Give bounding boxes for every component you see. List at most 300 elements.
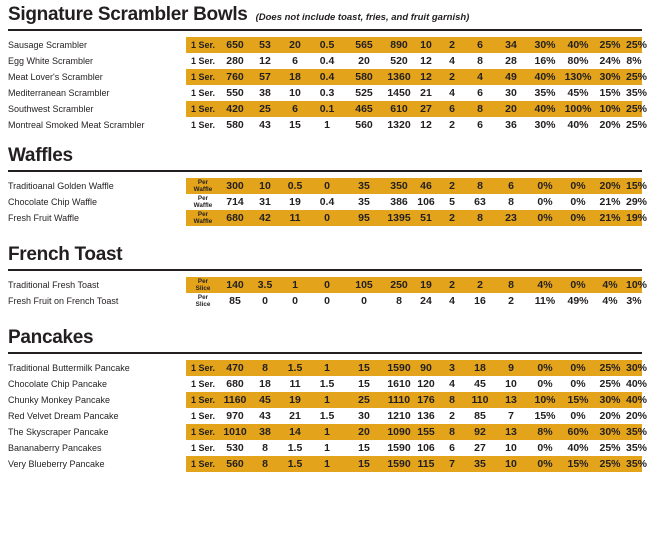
nutrition-value: 12 — [250, 53, 280, 69]
nutrition-value: 35% — [528, 85, 562, 101]
section-header — [8, 240, 642, 269]
nutrition-value: 19% — [626, 212, 648, 224]
nutrition-value: 6 — [466, 37, 494, 53]
nutrition-value: 8 — [384, 293, 414, 309]
nutrition-value: 18 — [250, 376, 280, 392]
nutrition-value: 40% — [562, 117, 594, 133]
nutrition-value: 2 — [494, 293, 528, 309]
nutrition-value: 19 — [280, 194, 310, 210]
serving-size — [186, 178, 220, 194]
item-name: Montreal Smoked Meat Scrambler — [8, 120, 145, 130]
nutrition-value: 8% — [528, 424, 562, 440]
nutrition-value: 38 — [250, 85, 280, 101]
nutrition-value: 5 — [438, 194, 466, 210]
nutrition-value: 8 — [466, 53, 494, 69]
nutrition-value: 25% — [594, 440, 626, 456]
nutrition-value: 30% — [528, 117, 562, 133]
nutrition-value: 25% — [626, 39, 648, 51]
serving-size-line: Per — [197, 211, 209, 218]
nutrition-value: 386 — [384, 194, 414, 210]
nutrition-value: 0% — [562, 178, 594, 194]
nutrition-value: 6 — [466, 85, 494, 101]
nutrition-value: 11% — [528, 293, 562, 309]
nutrition-value: 0 — [344, 293, 384, 309]
nutrition-value: 0% — [528, 178, 562, 194]
nutrition-value: 25% — [626, 71, 648, 83]
serving-size: 1 Ser. — [186, 85, 220, 101]
nutrition-value: 0% — [562, 376, 594, 392]
table-row — [8, 178, 642, 194]
nutrition-value: 250 — [384, 277, 414, 293]
serving-size-line: Per — [197, 179, 209, 186]
nutrition-value: 4% — [528, 277, 562, 293]
nutrition-value: 15% — [562, 392, 594, 408]
serving-size: 1 Ser. — [186, 69, 220, 85]
nutrition-value: 23 — [494, 210, 528, 226]
item-name: Chocolate Chip Waffle — [8, 197, 98, 207]
nutrition-value: 1.5 — [280, 456, 310, 472]
nutrition-value: 8 — [466, 101, 494, 117]
nutrition-value: 8 — [466, 210, 494, 226]
nutrition-value: 27 — [414, 101, 438, 117]
nutrition-value: 4 — [438, 376, 466, 392]
nutrition-value: 42 — [250, 210, 280, 226]
nutrition-value: 24 — [414, 293, 438, 309]
nutrition-value: 15% — [528, 408, 562, 424]
section-header — [8, 141, 642, 170]
nutrition-value: 0% — [528, 456, 562, 472]
nutrition-value: 1210 — [384, 408, 414, 424]
nutrition-value: 1360 — [384, 69, 414, 85]
nutrition-value: 3 — [438, 360, 466, 376]
serving-size — [186, 293, 220, 309]
serving-size-line: Per — [197, 294, 209, 301]
nutrition-value: 7 — [438, 456, 466, 472]
nutrition-value: 40% — [528, 69, 562, 85]
nutrition-value: 6 — [280, 101, 310, 117]
nutrition-value: 560 — [220, 456, 250, 472]
section-title: Waffles — [8, 145, 73, 166]
nutrition-value: 10 — [494, 376, 528, 392]
nutrition-value: 30% — [594, 69, 626, 85]
serving-size: 1 Ser. — [186, 101, 220, 117]
nutrition-value: 28 — [494, 53, 528, 69]
nutrition-value: 18 — [466, 360, 494, 376]
nutrition-value: 35 — [344, 194, 384, 210]
nutrition-value: 11 — [280, 376, 310, 392]
nutrition-value: 10 — [414, 37, 438, 53]
nutrition-value: 106 — [414, 440, 438, 456]
nutrition-value: 0% — [562, 408, 594, 424]
nutrition-value: 92 — [466, 424, 494, 440]
serving-size-line: Slice — [195, 301, 211, 308]
nutrition-value: 21 — [414, 85, 438, 101]
nutrition-value: 0.4 — [310, 53, 344, 69]
nutrition-value: 30% — [594, 424, 626, 440]
nutrition-value: 4% — [594, 277, 626, 293]
nutrition-value: 2 — [438, 178, 466, 194]
nutrition-value: 25 — [250, 101, 280, 117]
nutrition-value: 115 — [414, 456, 438, 472]
nutrition-value: 8 — [466, 178, 494, 194]
nutrition-value: 7 — [494, 408, 528, 424]
nutrition-value: 40% — [626, 394, 648, 406]
nutrition-value: 0 — [280, 293, 310, 309]
nutrition-value: 0% — [562, 194, 594, 210]
nutrition-value: 8 — [250, 360, 280, 376]
nutrition-value: 35% — [626, 426, 648, 438]
nutrition-value: 0 — [310, 293, 344, 309]
nutrition-value: 10% — [528, 392, 562, 408]
nutrition-value: 35% — [626, 87, 648, 99]
nutrition-value: 27 — [466, 440, 494, 456]
nutrition-value: 1 — [310, 392, 344, 408]
table-row — [8, 37, 642, 53]
nutrition-value: 1590 — [384, 360, 414, 376]
nutrition-value: 15 — [344, 360, 384, 376]
nutrition-value: 176 — [414, 392, 438, 408]
nutrition-value: 1160 — [220, 392, 250, 408]
nutrition-value: 30 — [494, 85, 528, 101]
nutrition-value: 34 — [494, 37, 528, 53]
nutrition-value: 31 — [250, 194, 280, 210]
spacer — [8, 133, 642, 139]
item-name: Egg White Scrambler — [8, 56, 94, 66]
item-name: Traditional Buttermilk Pancake — [8, 363, 130, 373]
nutrition-value: 1320 — [384, 117, 414, 133]
menu-section — [8, 141, 648, 238]
item-name: Fresh Fruit on French Toast — [8, 296, 119, 306]
nutrition-value: 530 — [220, 440, 250, 456]
nutrition-value: 0 — [310, 178, 344, 194]
table-row — [8, 194, 642, 210]
nutrition-value: 20 — [344, 53, 384, 69]
nutrition-value: 20% — [594, 117, 626, 133]
nutrition-value: 0 — [310, 277, 344, 293]
nutrition-value: 51 — [414, 210, 438, 226]
nutrition-value: 0% — [562, 210, 594, 226]
nutrition-value: 18 — [280, 69, 310, 85]
nutrition-value: 1610 — [384, 376, 414, 392]
nutrition-value: 53 — [250, 37, 280, 53]
nutrition-value: 4 — [438, 53, 466, 69]
nutrition-value: 2 — [438, 69, 466, 85]
item-name: Very Blueberry Pancake — [8, 459, 105, 469]
nutrition-value: 0% — [528, 440, 562, 456]
nutrition-value: 550 — [220, 85, 250, 101]
nutrition-value: 350 — [384, 178, 414, 194]
nutrition-value: 4% — [594, 293, 626, 309]
nutrition-value: 2 — [438, 408, 466, 424]
nutrition-value: 90 — [414, 360, 438, 376]
nutrition-value: 8 — [250, 440, 280, 456]
serving-size: 1 Ser. — [186, 360, 220, 376]
serving-size: 1 Ser. — [186, 424, 220, 440]
nutrition-value: 10% — [626, 279, 648, 291]
nutrition-value: 470 — [220, 360, 250, 376]
nutrition-value: 63 — [466, 194, 494, 210]
nutrition-value: 2 — [438, 37, 466, 53]
nutrition-value: 21% — [594, 210, 626, 226]
nutrition-value: 0.4 — [310, 194, 344, 210]
nutrition-value: 45 — [250, 392, 280, 408]
nutrition-value: 25% — [594, 376, 626, 392]
nutrition-value: 4 — [466, 69, 494, 85]
nutrition-value: 2 — [438, 277, 466, 293]
serving-size-line: Waffle — [193, 202, 213, 209]
nutrition-value: 11 — [280, 210, 310, 226]
nutrition-value: 680 — [220, 376, 250, 392]
nutrition-value: 580 — [344, 69, 384, 85]
nutrition-value: 10 — [494, 456, 528, 472]
nutrition-value: 25% — [594, 37, 626, 53]
nutrition-value: 60% — [562, 424, 594, 440]
nutrition-value: 85 — [466, 408, 494, 424]
item-name: Fresh Fruit Waffle — [8, 213, 80, 223]
nutrition-value: 45% — [562, 85, 594, 101]
nutrition-value: 1010 — [220, 424, 250, 440]
nutrition-value: 1 — [310, 360, 344, 376]
nutrition-value: 9 — [494, 360, 528, 376]
nutrition-value: 1590 — [384, 456, 414, 472]
nutrition-value: 6 — [466, 117, 494, 133]
nutrition-value: 40% — [562, 440, 594, 456]
spacer — [8, 226, 642, 238]
nutrition-value: 0% — [528, 376, 562, 392]
menu-section — [8, 0, 648, 139]
serving-size-line: Slice — [195, 285, 211, 292]
nutrition-value: 40% — [528, 101, 562, 117]
serving-size-line: Waffle — [193, 186, 213, 193]
nutrition-value: 40% — [562, 37, 594, 53]
nutrition-value: 105 — [344, 277, 384, 293]
nutrition-value: 14 — [280, 424, 310, 440]
nutrition-value: 1590 — [384, 440, 414, 456]
nutrition-value: 46 — [414, 178, 438, 194]
nutrition-value: 0% — [562, 277, 594, 293]
serving-size-line: Per — [197, 278, 209, 285]
nutrition-value: 0% — [562, 360, 594, 376]
nutrition-value: 10 — [494, 440, 528, 456]
nutrition-value: 4 — [438, 85, 466, 101]
nutrition-value: 45 — [466, 376, 494, 392]
nutrition-value: 8 — [438, 424, 466, 440]
item-name: Southwest Scrambler — [8, 104, 94, 114]
sections-container — [8, 0, 648, 484]
nutrition-value: 300 — [220, 178, 250, 194]
nutrition-value: 15 — [344, 456, 384, 472]
nutrition-value: 155 — [414, 424, 438, 440]
nutrition-value: 10 — [280, 85, 310, 101]
nutrition-value: 0% — [528, 210, 562, 226]
serving-size — [186, 210, 220, 226]
nutrition-value: 420 — [220, 101, 250, 117]
nutrition-value: 280 — [220, 53, 250, 69]
nutrition-value: 465 — [344, 101, 384, 117]
nutrition-value: 20 — [280, 37, 310, 53]
nutrition-value: 1110 — [384, 392, 414, 408]
item-name: Bananaberry Pancakes — [8, 443, 102, 453]
section-note: (Does not include toast, fries, and fruit garnish) — [255, 12, 470, 23]
nutrition-table — [8, 360, 648, 472]
nutrition-value: 40% — [626, 378, 648, 390]
nutrition-value: 43 — [250, 117, 280, 133]
nutrition-value: 760 — [220, 69, 250, 85]
menu-section — [8, 323, 648, 484]
item-name: Chocolate Chip Pancake — [8, 379, 108, 389]
nutrition-value: 25 — [344, 392, 384, 408]
nutrition-value: 1.5 — [310, 376, 344, 392]
nutrition-value: 21 — [280, 408, 310, 424]
nutrition-value: 12 — [414, 117, 438, 133]
nutrition-value: 19 — [280, 392, 310, 408]
nutrition-table — [8, 277, 648, 309]
table-row — [8, 69, 642, 85]
nutrition-value: 1450 — [384, 85, 414, 101]
nutrition-value: 0.4 — [310, 69, 344, 85]
nutrition-value: 8% — [626, 55, 642, 67]
section-header — [8, 0, 642, 29]
nutrition-value: 15 — [344, 376, 384, 392]
nutrition-value: 0.1 — [310, 101, 344, 117]
nutrition-table — [8, 37, 648, 133]
nutrition-value: 140 — [220, 277, 250, 293]
item-name: Chunky Monkey Pancake — [8, 395, 111, 405]
nutrition-value: 2 — [466, 277, 494, 293]
nutrition-value: 0 — [310, 210, 344, 226]
nutrition-value: 4 — [438, 293, 466, 309]
item-name: Traditional Fresh Toast — [8, 280, 100, 290]
table-row — [8, 408, 642, 424]
item-name: Mediterranean Scrambler — [8, 88, 110, 98]
nutrition-value: 136 — [414, 408, 438, 424]
nutrition-value: 0% — [528, 194, 562, 210]
nutrition-value: 15% — [626, 180, 648, 192]
nutrition-value: 565 — [344, 37, 384, 53]
nutrition-value: 8 — [438, 392, 466, 408]
nutrition-value: 890 — [384, 37, 414, 53]
nutrition-value: 25% — [594, 456, 626, 472]
nutrition-value: 35% — [626, 442, 648, 454]
nutrition-table — [8, 178, 648, 226]
item-name: Sausage Scrambler — [8, 40, 88, 50]
nutrition-value: 1.5 — [310, 408, 344, 424]
nutrition-value: 6 — [438, 101, 466, 117]
nutrition-value: 525 — [344, 85, 384, 101]
nutrition-value: 30% — [594, 392, 626, 408]
nutrition-value: 20% — [594, 178, 626, 194]
nutrition-value: 520 — [384, 53, 414, 69]
nutrition-value: 43 — [250, 408, 280, 424]
nutrition-value: 19 — [414, 277, 438, 293]
table-row — [8, 440, 642, 456]
nutrition-value: 25% — [626, 103, 648, 115]
nutrition-value: 970 — [220, 408, 250, 424]
table-row — [8, 117, 642, 133]
serving-size: 1 Ser. — [186, 440, 220, 456]
nutrition-value: 2 — [438, 117, 466, 133]
nutrition-value: 12 — [414, 53, 438, 69]
nutrition-value: 20 — [494, 101, 528, 117]
nutrition-value: 35 — [344, 178, 384, 194]
section-header — [8, 323, 642, 352]
nutrition-value: 1.5 — [280, 360, 310, 376]
table-row — [8, 277, 642, 293]
nutrition-value: 3% — [626, 295, 642, 307]
nutrition-value: 0.3 — [310, 85, 344, 101]
nutrition-value: 6 — [494, 178, 528, 194]
nutrition-value: 0 — [250, 293, 280, 309]
nutrition-value: 8 — [494, 194, 528, 210]
section-title: Signature Scrambler Bowls — [8, 4, 248, 25]
nutrition-value: 0% — [528, 360, 562, 376]
nutrition-value: 560 — [344, 117, 384, 133]
nutrition-value: 1 — [280, 277, 310, 293]
nutrition-value: 8 — [494, 277, 528, 293]
nutrition-value: 106 — [414, 194, 438, 210]
nutrition-value: 30 — [344, 408, 384, 424]
nutrition-value: 1090 — [384, 424, 414, 440]
nutrition-value: 16% — [528, 53, 562, 69]
nutrition-value: 49 — [494, 69, 528, 85]
nutrition-value: 12 — [414, 69, 438, 85]
nutrition-value: 13 — [494, 424, 528, 440]
nutrition-value: 1.5 — [280, 440, 310, 456]
nutrition-value: 24% — [594, 53, 626, 69]
nutrition-value: 120 — [414, 376, 438, 392]
nutrition-value: 25% — [626, 119, 648, 131]
nutrition-value: 10 — [250, 178, 280, 194]
table-row — [8, 392, 642, 408]
nutrition-value: 3.5 — [250, 277, 280, 293]
nutrition-value: 610 — [384, 101, 414, 117]
nutrition-value: 100% — [562, 101, 594, 117]
table-row — [8, 360, 642, 376]
serving-size — [186, 194, 220, 210]
nutrition-value: 580 — [220, 117, 250, 133]
nutrition-value: 20% — [594, 408, 626, 424]
section-title: Pancakes — [8, 327, 94, 348]
serving-size: 1 Ser. — [186, 456, 220, 472]
nutrition-value: 6 — [438, 440, 466, 456]
table-row — [8, 424, 642, 440]
table-row — [8, 293, 642, 309]
nutrition-value: 49% — [562, 293, 594, 309]
nutrition-value: 13 — [494, 392, 528, 408]
nutrition-value: 85 — [220, 293, 250, 309]
nutrition-value: 25% — [594, 360, 626, 376]
nutrition-value: 1 — [310, 440, 344, 456]
nutrition-value: 1 — [310, 456, 344, 472]
serving-size-line: Waffle — [193, 218, 213, 225]
nutrition-value: 35 — [466, 456, 494, 472]
nutrition-value: 21% — [594, 194, 626, 210]
table-row — [8, 376, 642, 392]
serving-size-line: Per — [197, 195, 209, 202]
serving-size: 1 Ser. — [186, 408, 220, 424]
nutrition-value: 130% — [562, 69, 594, 85]
nutrition-value: 30% — [626, 362, 648, 374]
item-name: The Skyscraper Pancake — [8, 427, 109, 437]
table-row — [8, 101, 642, 117]
nutrition-value: 1395 — [384, 210, 414, 226]
nutrition-value: 95 — [344, 210, 384, 226]
nutrition-value: 35% — [626, 458, 648, 470]
spacer — [8, 472, 642, 484]
nutrition-value: 20% — [626, 410, 648, 422]
nutrition-value: 2 — [438, 210, 466, 226]
serving-size: 1 Ser. — [186, 376, 220, 392]
